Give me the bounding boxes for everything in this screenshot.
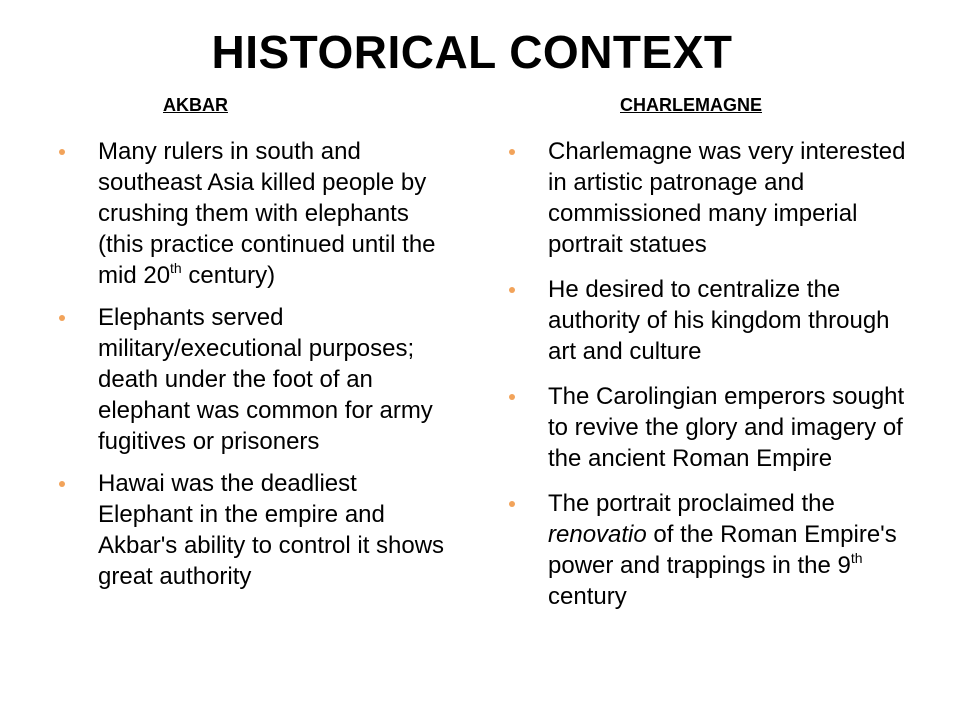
akbar-bullet-item	[58, 136, 458, 291]
charlemagne-bullet-text: He desired to centralize the authority of his kingdom through art and culture	[548, 276, 890, 365]
charlemagne-heading: CHARLEMAGNE	[620, 95, 762, 115]
akbar-bullet-item	[58, 468, 458, 592]
bullet-dot-icon	[59, 481, 65, 487]
akbar-bullet-text: Many rulers in south and southeast Asia killed people by crushing them with elephants (this practice continued until the mid 20th century)	[98, 138, 436, 289]
bullet-dot-icon	[59, 149, 65, 155]
akbar-bullet-text: Hawai was the deadliest Elephant in the empire and Akbar's ability to control it shows great authority	[98, 470, 445, 590]
bullet-dot-icon	[509, 501, 515, 507]
bullet-dot-icon	[509, 287, 515, 293]
bullet-dot-icon	[509, 149, 515, 155]
bullet-dot-icon	[509, 394, 515, 400]
charlemagne-bullet-item	[508, 488, 908, 612]
charlemagne-bullet-item	[508, 381, 908, 474]
slide-title: HISTORICAL CONTEXT	[211, 26, 733, 78]
charlemagne-bullet-text: Charlemagne was very interested in artistic patronage and commissioned many imperial portrait statues	[548, 138, 906, 258]
charlemagne-bullet-item	[508, 274, 908, 367]
bullet-dot-icon	[59, 315, 65, 321]
akbar-heading: AKBAR	[163, 95, 228, 115]
charlemagne-bullet-text: The Carolingian emperors sought to revive the glory and imagery of the ancient Roman Empire	[548, 383, 905, 472]
akbar-bullet-text: Elephants served military/executional purposes; death under the foot of an elephant was common for army fugitives or prisoners	[98, 304, 433, 455]
charlemagne-bullet-list	[508, 136, 908, 626]
akbar-bullet-list	[58, 136, 458, 603]
charlemagne-bullet-text: The portrait proclaimed the renovatio of the Roman Empire's power and trappings in the 9th century	[548, 490, 897, 610]
akbar-bullet-item	[58, 302, 458, 457]
charlemagne-bullet-item	[508, 136, 908, 260]
